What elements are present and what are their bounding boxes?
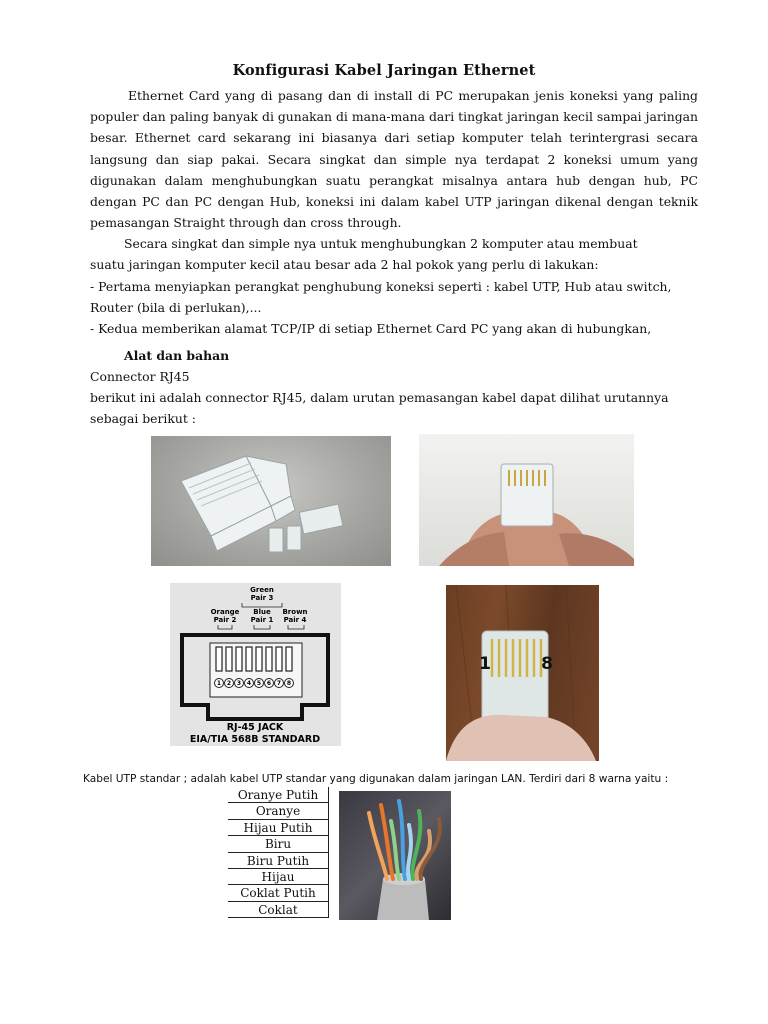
pin-number: 8	[286, 680, 292, 687]
document-title: Konfigurasi Kabel Jaringan Ethernet	[232, 62, 536, 79]
rj45-connectors-photo	[151, 436, 391, 566]
rj45-plug-drawing	[446, 585, 599, 761]
color-item: Oranye Putih	[228, 787, 329, 803]
rj45-hand-photo	[419, 434, 634, 566]
pin-number: 6	[266, 680, 272, 687]
connector-description-line-2: sebagai berikut :	[90, 411, 196, 426]
pin-number: 7	[276, 680, 282, 687]
connector-description-line-1: berikut ini adalah connector RJ45, dalam urutan pemasangan kabel dapat dilihat urutannya	[90, 390, 669, 405]
paragraph-2-line-2: suatu jaringan komputer kecil atau besar ada 2 hal pokok yang perlu di lakukan:	[90, 257, 599, 272]
rj45-hand-drawing	[419, 434, 634, 566]
section-heading: Alat dan bahan	[124, 348, 230, 363]
color-item: Biru	[228, 836, 329, 852]
label-brown: Brown	[282, 608, 308, 616]
pin-number: 1	[216, 680, 222, 687]
utp-caption: Kabel UTP standar ; adalah kabel UTP standar yang digunakan dalam jaringan LAN. Terdiri dari 8 warna yaitu :	[83, 773, 669, 785]
rj45-jack-diagram	[170, 583, 341, 746]
pin-number: 3	[236, 680, 242, 687]
utp-cable-drawing	[339, 791, 451, 920]
label-pair1: Pair 1	[250, 616, 274, 624]
pin-first-label: 1	[479, 654, 491, 674]
label-pair2: Pair 2	[213, 616, 237, 624]
intro-paragraph: Ethernet Card yang di pasang dan di install di PC merupakan jenis koneksi yang paling populer dan paling banyak di gunakan di mana-mana dari tingkat jaringan kecil sampai jaringan besar. Ethernet card sekarang ini biasanya dari setiap komputer telah terintergrasi secara langsung dan siap pakai. Secara singkat dan simple nya terdapat 2 koneksi umum yang digunakan dalam menghubungkan suatu perangkat misalnya antara hub dengan hub, PC dengan PC dan PC dengan Hub, koneksi ini dalam kabel UTP jaringan dikenal dengan teknik pemasangan Straight through dan cross through.	[90, 88, 698, 231]
cable-wire	[399, 801, 405, 879]
bullet-1-line-1: - Pertama menyiapkan perangkat penghubung koneksi seperti : kabel UTP, Hub atau switch,	[90, 279, 672, 294]
label-pair4: Pair 4	[283, 616, 307, 624]
rj45-plug-photo	[446, 585, 599, 761]
rj45-jack-drawing	[170, 583, 341, 746]
color-item: Coklat Putih	[228, 885, 329, 901]
label-orange: Orange	[210, 608, 240, 616]
color-item: Hijau Putih	[228, 820, 329, 836]
pin-last-label: 8	[541, 654, 553, 674]
pin-number: 2	[226, 680, 232, 687]
jack-label: RJ-45 JACK	[226, 722, 284, 733]
bullet-1-line-2: Router (bila di perlukan),...	[90, 300, 262, 315]
pin-number: 5	[256, 680, 262, 687]
standard-label: EIA/TIA 568B STANDARD	[189, 734, 321, 745]
color-item: Coklat	[228, 902, 329, 918]
color-item: Oranye	[228, 803, 329, 819]
paragraph-2-line-1: Secara singkat dan simple nya untuk menghubungkan 2 komputer atau membuat	[124, 236, 638, 251]
color-order-list	[228, 787, 329, 918]
utp-cable-photo	[339, 791, 451, 920]
color-item: Biru Putih	[228, 853, 329, 869]
label-blue: Blue	[253, 608, 271, 616]
connector-label: Connector RJ45	[90, 369, 190, 384]
label-pair3: Pair 3	[250, 594, 274, 602]
bullet-2: - Kedua memberikan alamat TCP/IP di setiap Ethernet Card PC yang akan di hubungkan,	[90, 321, 652, 336]
color-item: Hijau	[228, 869, 329, 885]
label-green: Green	[250, 586, 274, 594]
pin-number: 4	[246, 680, 252, 687]
rj45-connectors-drawing	[151, 436, 391, 566]
